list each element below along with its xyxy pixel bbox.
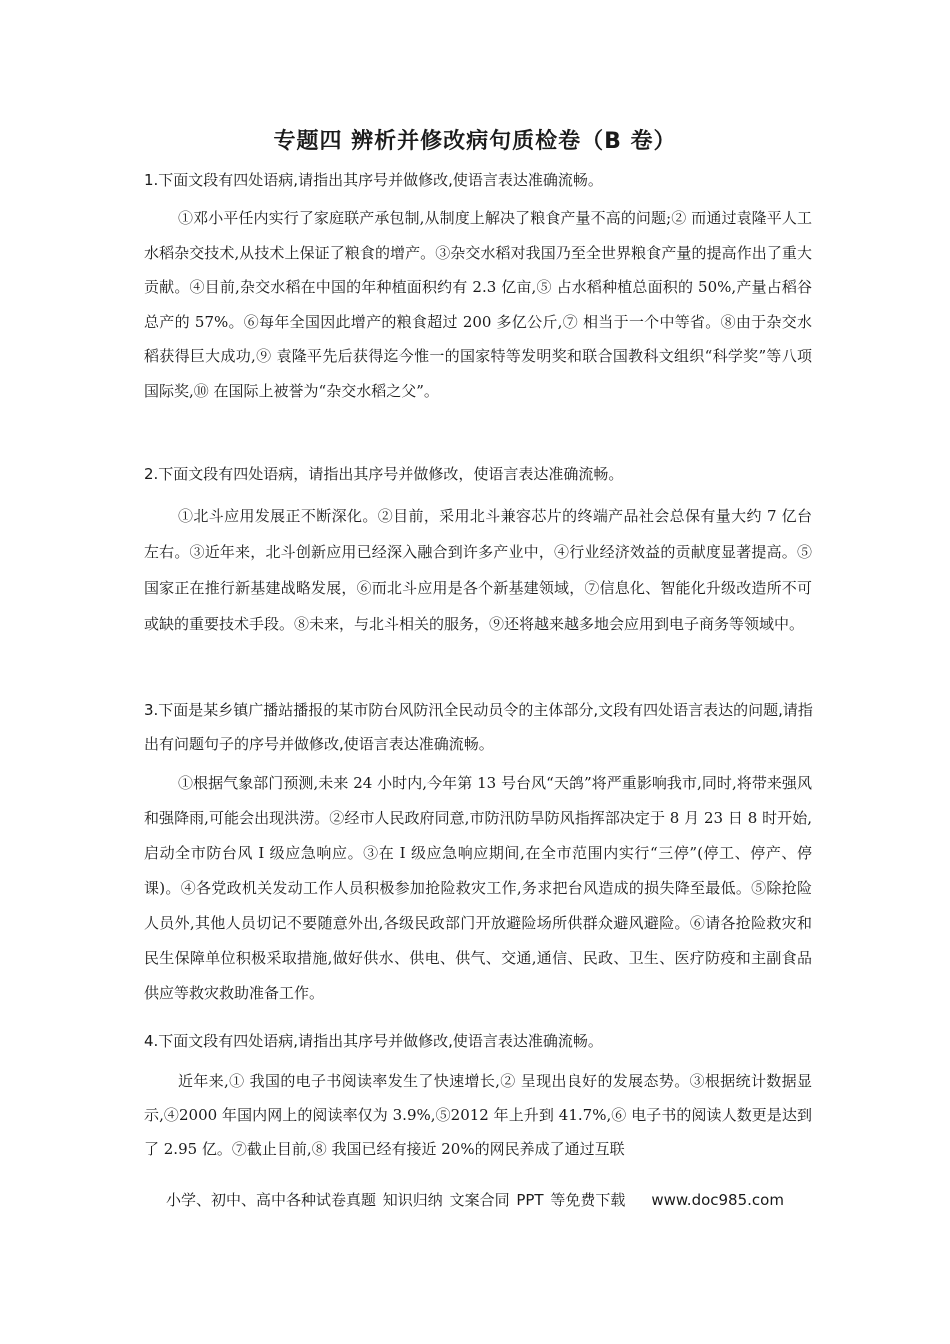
question-4-passage: 近年来,① 我国的电子书阅读率发生了快速增长,② 呈现出良好的发展态势。③根据统计数据显示,④2000 年国内网上的阅读率仅为 3.9%,⑤2012 年上升到 41.7%,⑥ 电子书的阅读人数更是达到了 2.95 亿。⑦截止目前,⑧ 我国已经有接近 20%的网民养成了通过互联 bbox=[144, 1072, 812, 1158]
question-2-passage: ①北斗应用发展正不断深化。②目前，采用北斗兼容芯片的终端产品社会总保有量大约 7 亿台左右。③近年来，北斗创新应用已经深入融合到许多产业中，④行业经济效益的贡献度显著提高。⑤国家正在推行新基建战略发展，⑥而北斗应用是各个新基建领域，⑦信息化、智能化升级改造所不可或缺的重要技术手段。⑧未来，与北斗相关的服务，⑨还将越来越多地会应用到电子商务等领域中。 bbox=[144, 507, 812, 633]
question-1-passage: ①邓小平任内实行了家庭联产承包制,从制度上解决了粮食产量不高的问题;② 而通过袁隆平人工水稻杂交技术,从技术上保证了粮食的增产。③杂交水稻对我国乃至全世界粮食产量的提高作出了重大贡献。④目前,杂交水稻在中国的年种植面积约有 2.3 亿亩,⑤ 占水稻种植总面积的 50%,产量占稻谷总产的 57%。⑥每年全国因此增产的粮食超过 200 多亿公斤,⑦ 相当于一个中等省。⑧由于杂交水稻获得巨大成功,⑨ 袁隆平先后获得迄今惟一的国家特等发明奖和联合国教科文组织“科学奖”等八项国际奖,⑩ 在国际上被誉为“杂交水稻之父”。 bbox=[144, 209, 812, 400]
document-title: 专题四 辨析并修改病句质检卷（B 卷） bbox=[273, 129, 677, 154]
question-4-prompt: 4.下面文段有四处语病,请指出其序号并做修改,使语言表达准确流畅。 bbox=[144, 1032, 603, 1050]
question-3-prompt: 3.下面是某乡镇广播站播报的某市防台风防汛全民动员令的主体部分,文段有四处语言表达的问题,请指出有问题句子的序号并做修改,使语言表达准确流畅。 bbox=[144, 701, 813, 753]
question-3-passage: ①根据气象部门预测,未来 24 小时内,今年第 13 号台风“天鸽”将严重影响我市,同时,将带来强风和强降雨,可能会出现洪涝。②经市人民政府同意,市防汛防旱防风指挥部决定于 8 月 23 日 8 时开始,启动全市防台风 I 级应急响应。③在 I 级应急响应期间,在全市范围内实行“三停”(停工、停产、停课)。④各党政机关发动工作人员积极参加抢险救灾工作,务求把台风造成的损失降至最低。⑤除抢险人员外,其他人员切记不要随意外出,各级民政部门开放避险场所供群众避风避险。⑥请各抢险救灾和民生保障单位积极采取措施,做好供水、供电、供气、交通,通信、民政、卫生、医疗防疫和主副食品供应等救灾救助准备工作。 bbox=[144, 774, 812, 1002]
question-2-prompt: 2.下面文段有四处语病，请指出其序号并做修改，使语言表达准确流畅。 bbox=[144, 465, 624, 483]
footer-url[interactable]: www.doc985.com bbox=[651, 1191, 784, 1209]
footer-text: 小学、初中、高中各种试卷真题 知识归纳 文案合同 PPT 等免费下载 bbox=[166, 1191, 626, 1209]
question-1-prompt: 1.下面文段有四处语病,请指出其序号并做修改,使语言表达准确流畅。 bbox=[144, 171, 603, 189]
page-footer bbox=[0, 1189, 950, 1210]
